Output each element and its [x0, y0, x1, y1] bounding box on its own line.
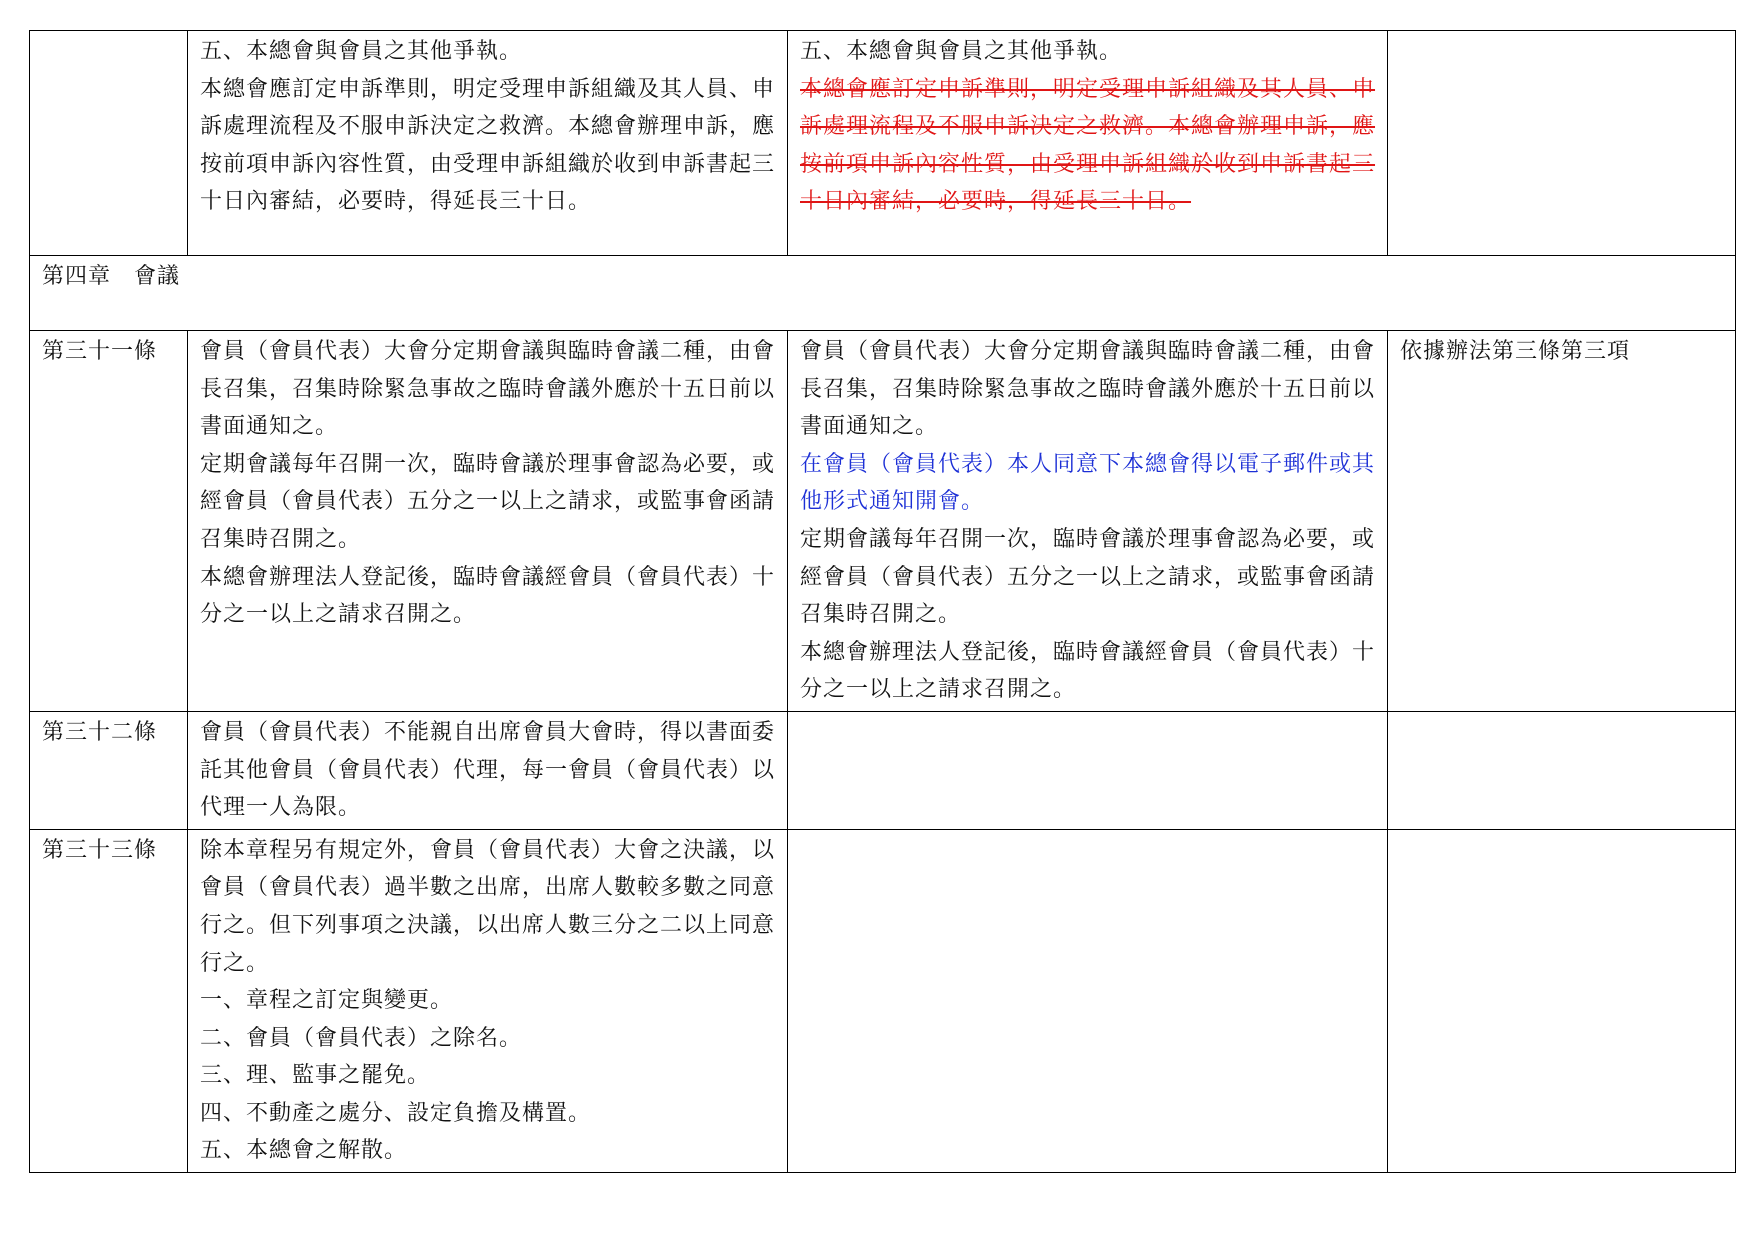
original-paragraph: 本總會應訂定申訴準則，明定受理申訴組織及其人員、申訴處理流程及不服申訴決定之救濟。本總會辦理申訴，應按前項申訴內容性質，由受理申訴組織於收到申訴書起三十日內審結，必要時，得延長三十日。 — [200, 76, 776, 215]
article-number-cell: 第三十二條 — [30, 711, 188, 829]
table-row — [30, 331, 1736, 712]
comparison-sheet — [29, 30, 1735, 1173]
article-number-cell — [30, 31, 188, 256]
original-text-cell — [188, 711, 788, 829]
table-row — [30, 829, 1736, 1172]
amended-text-cell — [788, 711, 1388, 829]
list-item: 二、會員（會員代表）之除名。 — [200, 1025, 523, 1051]
list-item: 四、不動產之處分、設定負擔及構置。 — [200, 1100, 592, 1126]
original-text-cell — [188, 331, 788, 712]
amended-paragraph: 五、本總會與會員之其他爭執。 — [800, 39, 1123, 64]
chapter-heading: 第四章 會議 — [30, 256, 1736, 331]
chapter-row — [30, 256, 1736, 331]
amended-text-cell — [788, 331, 1388, 712]
original-paragraph: 定期會議每年召開一次，臨時會議於理事會認為必要，或經會員（會員代表）五分之一以上之請求，或監事會函請召集時召開之。 — [200, 451, 776, 552]
list-item: 一、章程之訂定與變更。 — [200, 988, 454, 1014]
note-cell — [1388, 829, 1736, 1172]
amended-text-cell — [788, 829, 1388, 1172]
amended-paragraph: 會員（會員代表）大會分定期會議與臨時會議二種，由會長召集，召集時除緊急事故之臨時會議外應於十五日前以書面通知之。 — [800, 339, 1376, 440]
list-item: 五、本總會之解散。 — [200, 1138, 408, 1164]
original-text-cell — [188, 829, 788, 1172]
table-row — [30, 31, 1736, 256]
original-text-cell — [188, 31, 788, 256]
deleted-text: 本總會應訂定申訴準則，明定受理申訴組織及其人員、申訴處理流程及不服申訴決定之救濟。本總會辦理申訴，應按前項申訴內容性質，由受理申訴組織於收到申訴書起三十日內審結，必要時，得延長三十日。 — [800, 76, 1376, 215]
original-paragraph: 會員（會員代表）不能親自出席會員大會時，得以書面委託其他會員（會員代表）代理，每一會員（會員代表）以代理一人為限。 — [200, 719, 776, 821]
amended-paragraph: 定期會議每年召開一次，臨時會議於理事會認為必要，或經會員（會員代表）五分之一以上之請求，或監事會函請召集時召開之。 — [800, 526, 1376, 628]
table-row — [30, 711, 1736, 829]
note-cell — [1388, 711, 1736, 829]
amended-text-cell — [788, 31, 1388, 256]
list-item: 三、理、監事之罷免。 — [200, 1063, 431, 1089]
inserted-text: 在會員（會員代表）本人同意下本總會得以電子郵件或其他形式通知開會。 — [800, 451, 1376, 515]
original-paragraph: 除本章程另有規定外，會員（會員代表）大會之決議，以會員（會員代表）過半數之出席，出席人數較多數之同意行之。但下列事項之決議，以出席人數三分之二以上同意行之。 — [200, 837, 776, 976]
original-paragraph: 會員（會員代表）大會分定期會議與臨時會議二種，由會長召集，召集時除緊急事故之臨時會議外應於十五日前以書面通知之。 — [200, 339, 776, 440]
article-number-cell: 第三十三條 — [30, 829, 188, 1172]
note-cell: 依據辦法第三條第三項 — [1388, 331, 1736, 712]
original-paragraph: 五、本總會與會員之其他爭執。 — [200, 39, 523, 64]
article-number-cell: 第三十一條 — [30, 331, 188, 712]
note-cell — [1388, 31, 1736, 256]
original-paragraph: 本總會辦理法人登記後，臨時會議經會員（會員代表）十分之一以上之請求召開之。 — [200, 564, 776, 628]
amended-paragraph: 本總會辦理法人登記後，臨時會議經會員（會員代表）十分之一以上之請求召開之。 — [800, 639, 1376, 703]
amendment-comparison-table — [29, 30, 1736, 1173]
